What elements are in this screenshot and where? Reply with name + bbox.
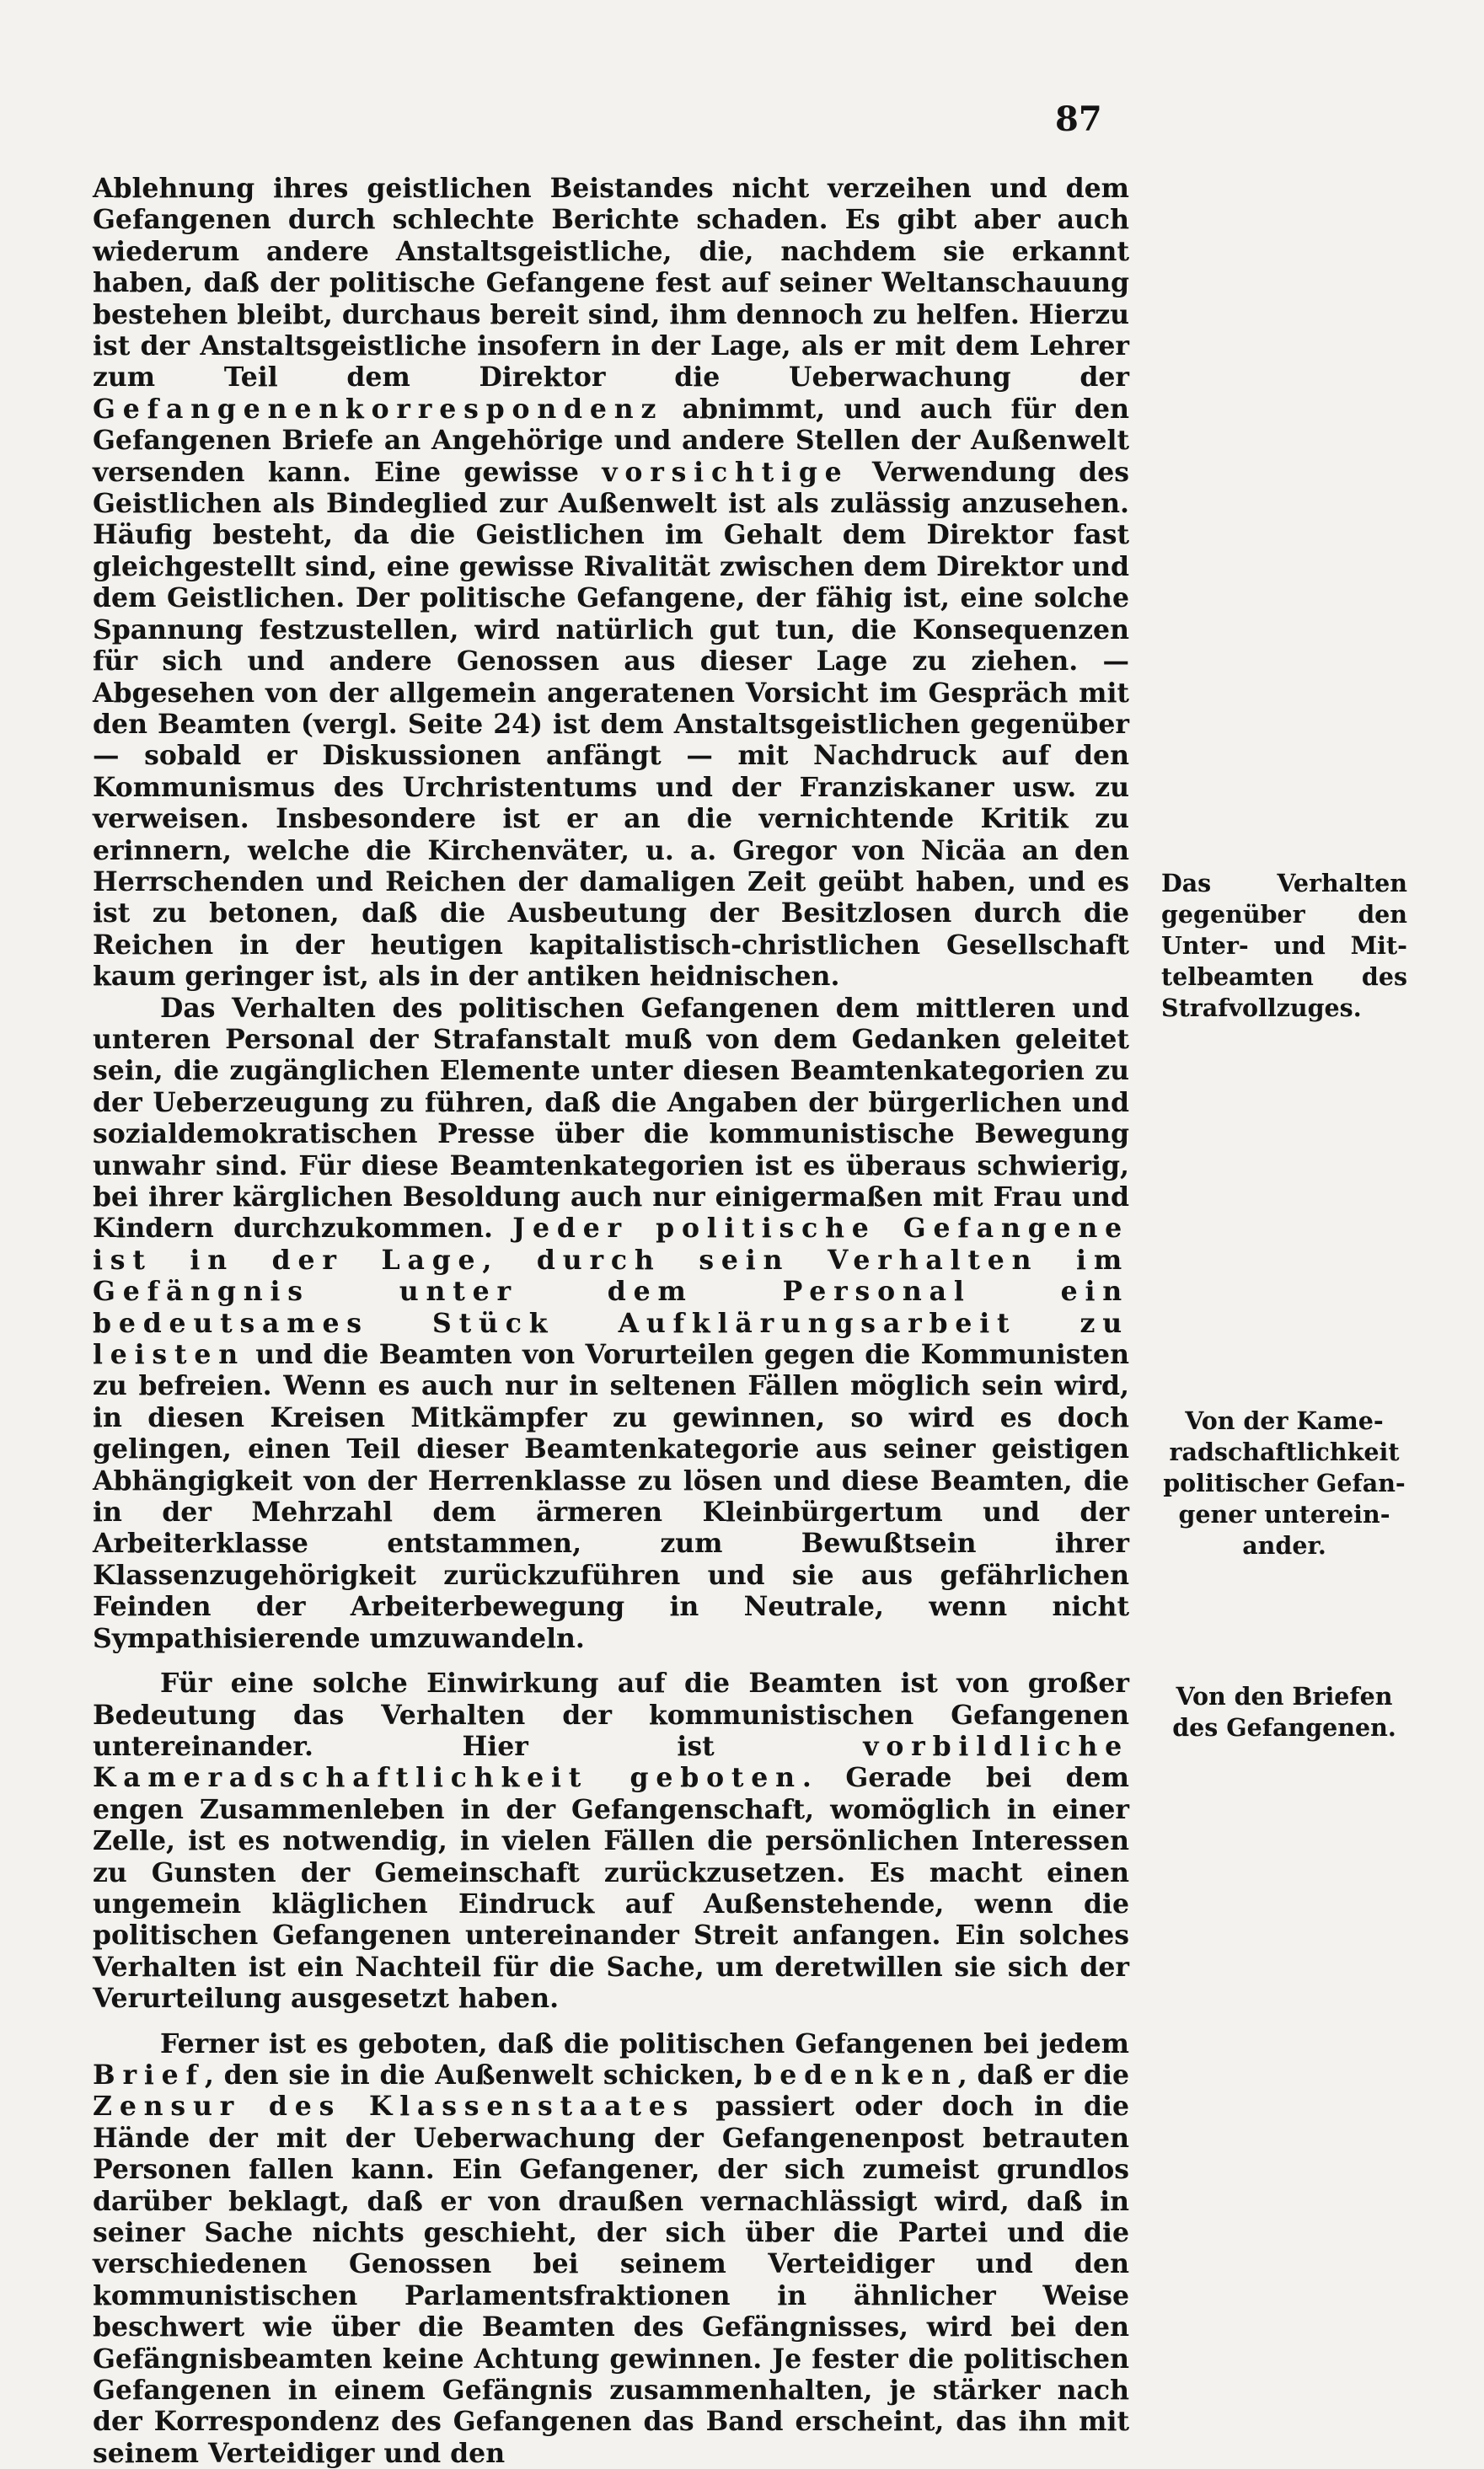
marginal-line: Unter- und Mit- — [1161, 931, 1407, 960]
paragraph-3 — [93, 1668, 1129, 2014]
emphasis-text: Jeder politische Gefangene ist in der Lage, durch sein Verhalten im Gefängnis unter dem Personal ein bedeutsames Stück Aufklärungsarbeit zu leisten — [93, 1213, 1129, 1371]
marginal-line: Strafvollzuges. — [1161, 993, 1362, 1022]
text-run: passiert oder doch in die Hände der mit der Ueberwachung der Gefangenenpost betrauten Personen fallen kann. Ein Gefangener, der sich zumeist grundlos darüber beklagt, daß er von draußen vernachlässigt wird, daß in seiner Sache nichts geschieht, der sich über die Partei und die verschiedenen Genossen bei seinem Verteidiger und den kommunistischen Parlamentsfraktionen in ähnlicher Weise beschwert wie über die Beamten des Gefängnisses, wird bei den Gefängnisbeamten keine Achtung gewinnen. Je fester die politischen Gefangenen in einem Gefängnis zusammenhalten, je stärker nach der Korrespondenz des Gefangenen das Band erscheint, das ihn mit seinem Verteidiger und den — [93, 2091, 1129, 2469]
emphasis-text: vorsichtige — [602, 456, 849, 488]
text-run: und die Beamten von Vorurteilen gegen die Kommunisten zu befreien. Wenn es auch nur in seltenen Fällen möglich sein wird, in diesen Kreisen Mitkämpfer zu gewinnen, so wird es doch gelingen, einen Teil dieser Beamtenkategorie aus seiner geistigen Abhängigkeit von der Herrenklasse zu lösen und diese Beamten, die in der Mehrzahl dem ärmeren Kleinbürgertum und der Arbeiterklasse entstammen, zum Bewußtsein ihrer Klassenzugehörigkeit zurückzuführen und sie aus gefährlichen Feinden der Arbeiterbewegung in Neutrale, wenn nicht Sympathisierende umzuwandeln. — [93, 1339, 1129, 1654]
main-text — [93, 173, 1129, 2469]
marginal-line: ander. — [1242, 1531, 1326, 1560]
text-run: Ferner ist es geboten, daß die politischen Gefangenen bei jedem — [160, 2027, 1129, 2059]
text-run: , den sie in die Außenwelt schicken, — [204, 2059, 754, 2091]
text-run: Verwendung des Geistlichen als Bindeglied zur Außenwelt ist als zulässig anzusehen. Häufig besteht, da die Geistlichen im Gehalt dem Direktor fast gleichgestellt sind, eine gewisse Rivalität zwischen dem Direktor und dem Geistlichen. Der politische Gefangene, der fähig ist, eine solche Spannung festzustellen, wird natürlich gut tun, die Konsequenzen für sich und andere Genossen aus dieser Lage zu ziehen. — Abgesehen von der allgemein angeratenen Vorsicht im Gespräch mit den Beamten (vergl. Seite 24) ist dem Anstaltsgeistlichen gegenüber — sobald er Diskussionen anfängt — mit Nachdruck auf den Kommunismus des Urchristentums und der Franziskaner usw. zu verweisen. Insbesondere ist er an die vernichtende Kritik zu erinnern, welche die Kirchenväter, u. a. Gregor von Nicäa an den Herrschenden und Reichen der damaligen Zeit geübt haben, und es ist zu betonen, daß die Ausbeutung der Besitzlosen durch die Reichen in der heutigen kapitalistisch-christlichen Gesellschaft kaum geringer ist, als in der antiken heidnischen. — [93, 456, 1129, 993]
emphasis-text: Gefangenenkorrespondenz — [93, 393, 664, 425]
text-run: , daß er die — [957, 2059, 1130, 2091]
page-number: 87 — [1055, 99, 1102, 139]
paragraph-4 — [93, 2028, 1129, 2469]
text-run: Das Verhalten des politischen Gefangenen dem mittleren und unteren Personal der Strafanstalt muß von dem Gedanken geleitet sein, die zugänglichen Elemente unter diesen Beamtenkategorien zu der Ueberzeugung zu führen, daß die Angaben der bürgerlichen und sozialdemokratischen Presse über die kommunistische Bewegung unwahr sind. Für diese Beamtenkategorien ist es überaus schwierig, bei ihrer kärglichen Besoldung auch nur einigermaßen mit Frau und Kindern durchzukommen. — [93, 992, 1129, 1245]
emphasis-text: Brief — [93, 2059, 205, 2091]
marginal-line: gegenüber den — [1161, 900, 1407, 929]
emphasis-text: Zensur des Klassenstaates — [93, 2091, 696, 2123]
paragraph-2 — [93, 993, 1129, 1655]
marginal-line: des Gefangenen. — [1172, 1713, 1396, 1742]
marginal-note-letters — [1161, 1681, 1407, 1743]
marginal-note-conduct-officials — [1161, 868, 1407, 1024]
text-run: Für eine solche Einwirkung auf die Beamten ist von großer Bedeutung das Verhalten der kommunistischen Gefangenen untereinander. Hier ist — [93, 1668, 1129, 1762]
marginal-line: Von den Briefen — [1176, 1682, 1393, 1711]
paragraph-1 — [93, 173, 1129, 993]
marginal-line: Von der Kame- — [1185, 1406, 1384, 1435]
marginal-line: radschaftlichkeit — [1169, 1438, 1400, 1466]
text-run: abnimmt, und auch für den Gefangenen Briefe an Angehörige und andere Stellen der Außenwelt versenden kann. Eine gewisse — [93, 393, 1129, 488]
marginal-line: telbeamten des — [1161, 962, 1407, 991]
marginal-line: gener unterein- — [1178, 1500, 1390, 1529]
marginal-line: Das Verhalten — [1161, 869, 1407, 897]
marginal-line: politischer Gefan- — [1163, 1469, 1406, 1497]
marginal-note-comradeship — [1161, 1406, 1407, 1561]
text-run: . Gerade bei dem engen Zusammenleben in der Gefangenschaft, womöglich in einer Zelle, ist es notwendig, in vielen Fällen die persönlichen Interessen zu Gunsten der Gemeinschaft zurückzusetzen. Es macht einen ungemein kläglichen Eindruck auf Außenstehende, wenn die politischen Gefangenen untereinander Streit anfangen. Ein solches Verhalten ist ein Nachteil für die Sache, um deretwillen sie sich der Verurteilung ausgesetzt haben. — [93, 1762, 1130, 2015]
text-run: Ablehnung ihres geistlichen Beistandes nicht verzeihen und dem Gefangenen durch schlechte Berichte schaden. Es gibt aber auch wiederum andere Anstaltsgeistliche, die, nachdem sie erkannt haben, daß der politische Gefangene fest auf seiner Weltanschauung bestehen bleibt, durchaus bereit sind, ihm dennoch zu helfen. Hierzu ist der Anstaltsgeistliche insofern in der Lage, als er mit dem Lehrer zum Teil dem Direktor die Ueberwachung der — [93, 173, 1129, 394]
emphasis-text: bedenken — [753, 2059, 958, 2091]
emphasis-text: vorbildliche Kameradschaftlichkeit geboten — [93, 1730, 1129, 1794]
